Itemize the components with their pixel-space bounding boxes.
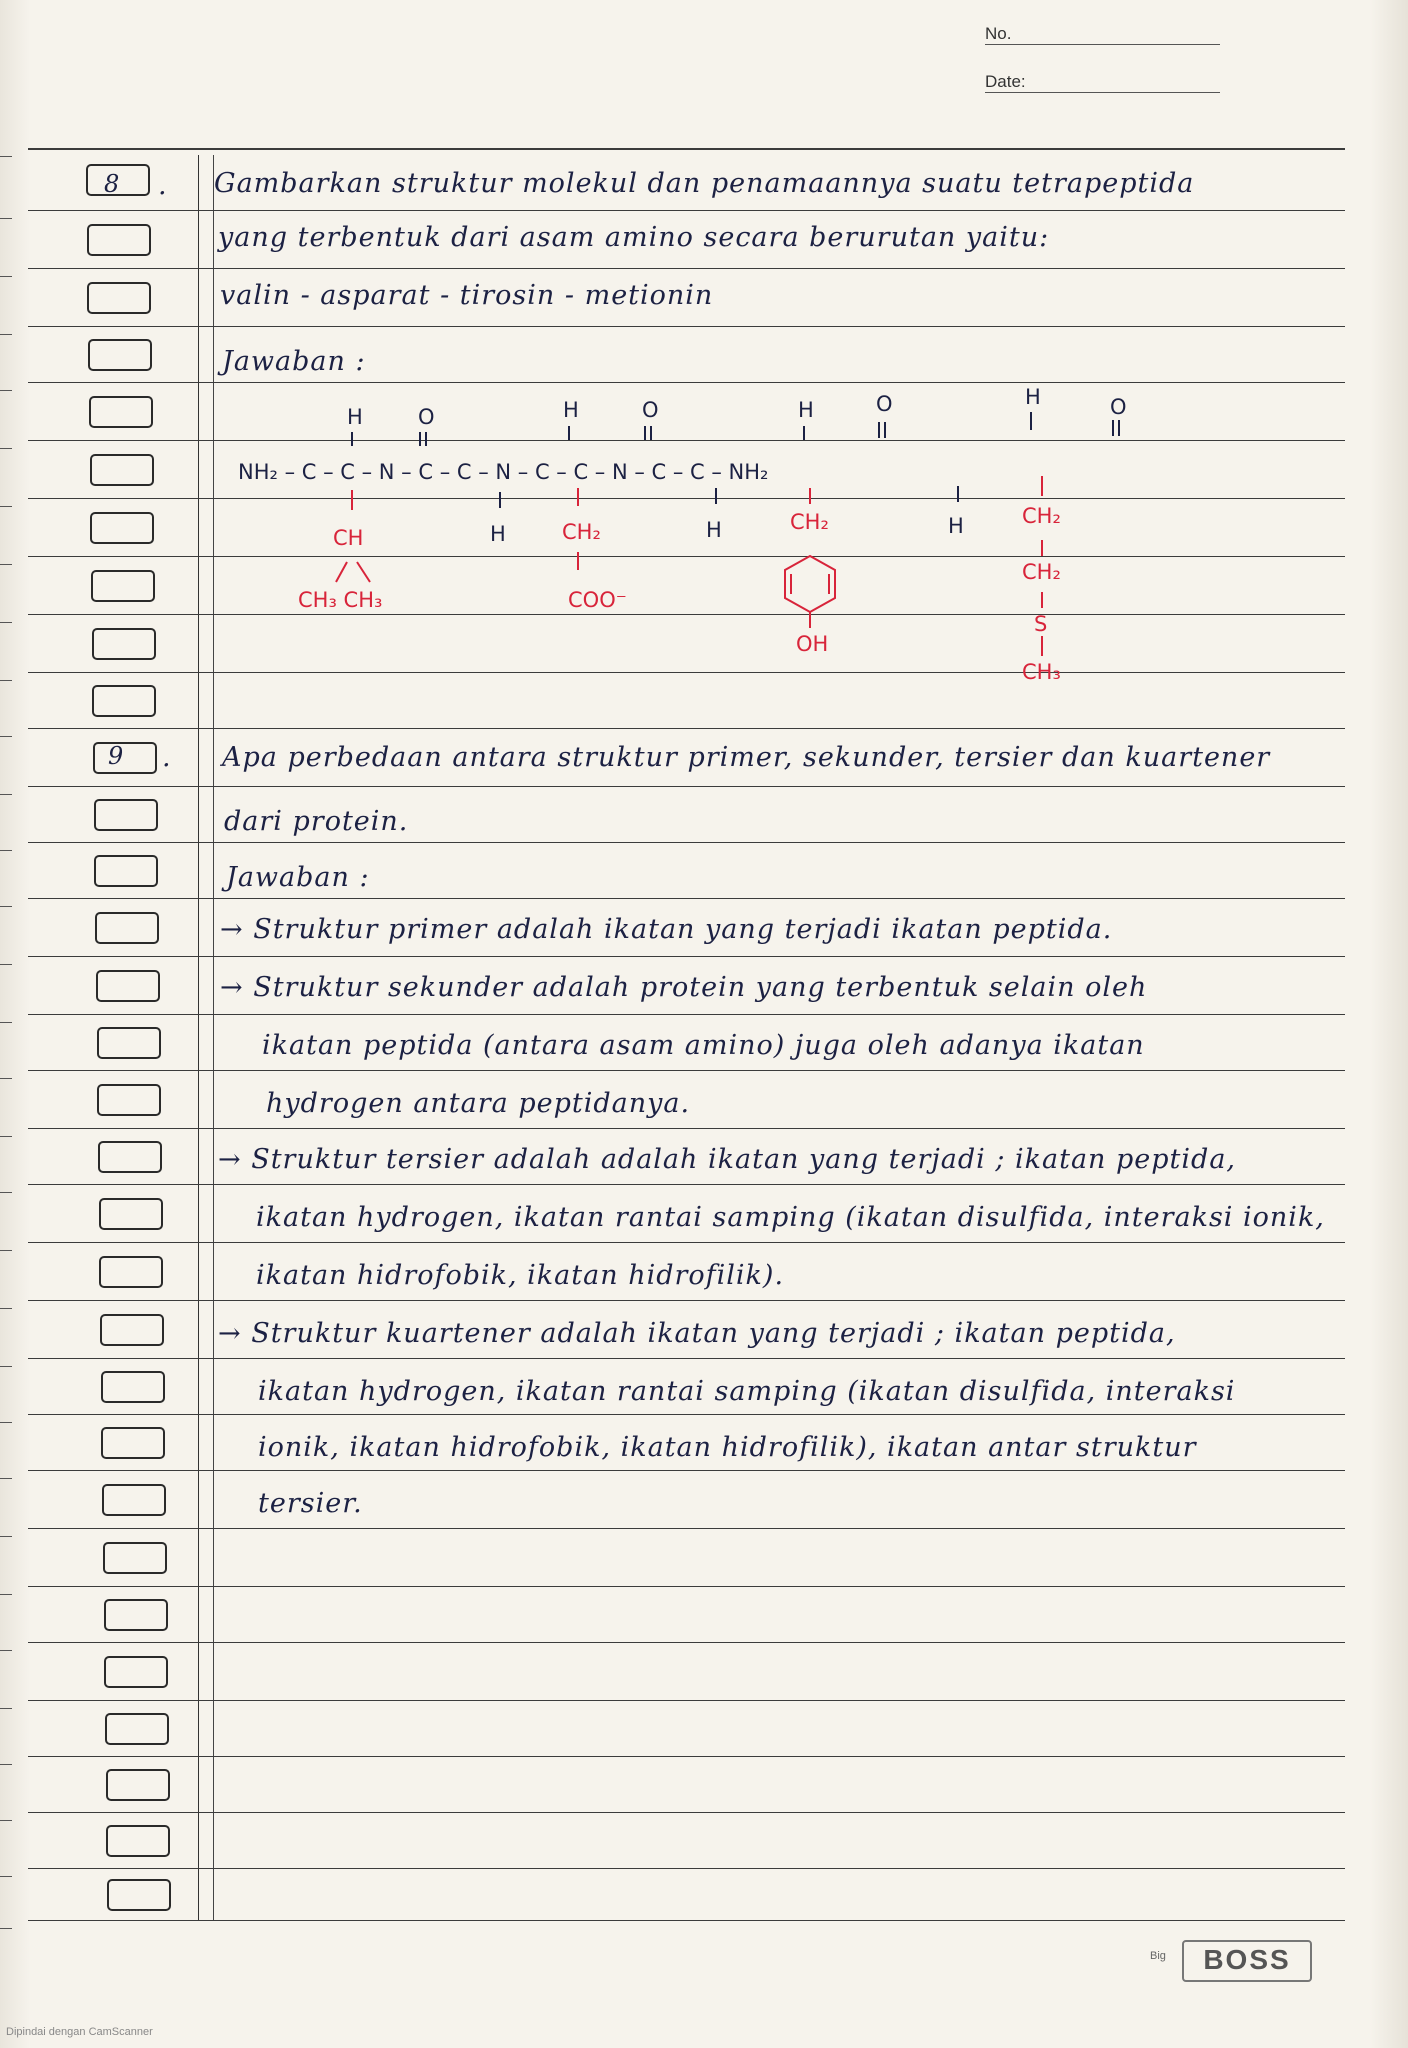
edge-tick [0,1928,12,1929]
q9-answer-3: ikatan peptida (antara asam amino) juga oleh adanya ikatan [262,1030,1145,1061]
o-top-3: O [876,392,893,416]
q9-answer-10: ionik, ikatan hidrofobik, ikatan hidrofilik), ikatan antar struktur [258,1432,1197,1463]
margin-checkbox[interactable] [101,1427,165,1459]
q9-answer-2: → Struktur sekunder adalah protein yang terbentuk selain oleh [220,972,1148,1003]
margin-checkbox[interactable] [99,1256,163,1288]
edge-tick [0,964,12,965]
ruled-line [28,1358,1345,1359]
edge-tick [0,1136,12,1137]
ruled-line [28,1300,1345,1301]
aspartat-coo: COO⁻ [568,588,627,612]
edge-tick [0,1876,12,1877]
q9-answer-1: → Struktur primer adalah ikatan yang terjadi ikatan peptida. [220,914,1113,945]
q8-line-3: valin - asparat - tirosin - metionin [220,280,714,311]
ruled-line [28,1700,1345,1701]
margin-checkbox[interactable] [97,1027,161,1059]
margin-checkbox[interactable] [100,1314,164,1346]
edge-tick [0,850,12,851]
q9-line-2: dari protein. [224,806,409,837]
edge-tick [0,1478,12,1479]
margin-checkbox[interactable] [106,1825,170,1857]
o-top-1: O [418,405,435,429]
bullet-dot: . [158,170,168,201]
ruled-line [28,1812,1345,1813]
margin-checkbox[interactable] [102,1484,166,1516]
margin-checkbox[interactable] [97,1084,161,1116]
q9-answer-8: → Struktur kuartener adalah ikatan yang terjadi ; ikatan peptida, [218,1318,1176,1349]
ruled-line [28,898,1345,899]
peptide-backbone: NH₂ – C – C – N – C – C – N – C – C – N – C – C – NH₂ [238,460,769,484]
brand-small-text: Big [1150,1950,1166,1962]
bond-lines [0,0,1408,720]
edge-tick [0,794,12,795]
edge-tick [0,1192,12,1193]
edge-tick [0,1536,12,1537]
ruled-line [28,1868,1345,1869]
margin-checkbox[interactable] [94,799,158,831]
scanner-footer: Dipindai dengan CamScanner [6,2026,153,2038]
edge-tick [0,1078,12,1079]
q9-answer-4: hydrogen antara peptidanya. [266,1088,691,1119]
q9-answer-7: ikatan hidrofobik, ikatan hidrofilik). [256,1260,785,1291]
margin-checkbox[interactable] [106,1769,170,1801]
valin-ch: CH [333,526,364,550]
q9-answer-11: tersier. [258,1488,363,1519]
q9-answer-5: → Struktur tersier adalah adalah ikatan yang terjadi ; ikatan peptida, [218,1144,1237,1175]
edge-tick [0,1820,12,1821]
q9-line-1: Apa perbedaan antara struktur primer, sekunder, tersier dan kuartener [222,742,1271,773]
q9-answer-9: ikatan hydrogen, ikatan rantai samping (ikatan disulfida, interaksi [258,1376,1236,1407]
o-top-2: O [642,398,659,422]
n-h-2: H [706,518,722,542]
edge-tick [0,1708,12,1709]
ruled-line [28,1414,1345,1415]
no-label: No. [985,24,1012,43]
n-h-1: H [490,522,506,546]
tirosin-oh: OH [796,632,829,656]
tirosin-ch2: CH₂ [790,510,829,534]
edge-tick [0,1650,12,1651]
ruled-line [28,842,1345,843]
bullet-dot-9: . [162,742,172,773]
ruled-line [28,1756,1345,1757]
h-top-4: H [1025,385,1041,409]
ruled-line [28,1014,1345,1015]
metionin-ch2-a: CH₂ [1022,504,1061,528]
margin-checkbox[interactable] [93,742,157,774]
margin-checkbox[interactable] [96,970,160,1002]
h-top-3: H [798,398,814,422]
metionin-ch3: CH₃ [1022,660,1061,684]
edge-tick [0,1308,12,1309]
ruled-line [28,728,1345,729]
edge-tick [0,1594,12,1595]
edge-tick [0,906,12,907]
n-h-3: H [948,514,964,538]
margin-checkbox[interactable] [101,1371,165,1403]
ruled-line [28,1070,1345,1071]
margin-checkbox[interactable] [105,1713,169,1745]
metionin-s: S [1034,612,1048,636]
ruled-line [28,1470,1345,1471]
margin-checkbox[interactable] [104,1599,168,1631]
ruled-line [28,1242,1345,1243]
edge-tick [0,1764,12,1765]
question-8-number: 8 [104,170,120,198]
edge-tick [0,1366,12,1367]
q9-answer-label: Jawaban : [226,862,370,893]
question-9-number: 9 [108,742,124,770]
ruled-line [28,1128,1345,1129]
edge-tick [0,1422,12,1423]
margin-checkbox[interactable] [98,1141,162,1173]
margin-checkbox[interactable] [103,1542,167,1574]
ruled-line [28,1642,1345,1643]
edge-tick [0,1250,12,1251]
ruled-line [28,786,1345,787]
valin-ch3-branches: CH₃ CH₃ [298,588,383,612]
q8-answer-label: Jawaban : [222,346,366,377]
q8-line-2: yang terbentuk dari asam amino secara berurutan yaitu: [218,222,1050,253]
margin-checkbox[interactable] [107,1879,171,1911]
ruled-line [28,1528,1345,1529]
ruled-line [28,1184,1345,1185]
margin-checkbox[interactable] [95,912,159,944]
margin-checkbox[interactable] [104,1656,168,1688]
brand-logo: BOSS [1182,1940,1312,1982]
aspartat-ch2: CH₂ [562,520,601,544]
date-label: Date: [985,72,1026,91]
ruled-line [28,1586,1345,1587]
q8-line-1: Gambarkan struktur molekul dan penamaannya suatu tetrapeptida [214,168,1195,199]
ruled-line [28,956,1345,957]
h-top-2: H [563,398,579,422]
margin-checkbox[interactable] [94,855,158,887]
o-top-4: O [1110,395,1127,419]
margin-checkbox[interactable] [99,1198,163,1230]
q9-answer-6: ikatan hydrogen, ikatan rantai samping (ikatan disulfida, interaksi ionik, [256,1202,1325,1233]
metionin-ch2-b: CH₂ [1022,560,1061,584]
edge-tick [0,1022,12,1023]
edge-tick [0,736,12,737]
h-top-1: H [347,405,363,429]
ruled-line [28,1920,1345,1921]
